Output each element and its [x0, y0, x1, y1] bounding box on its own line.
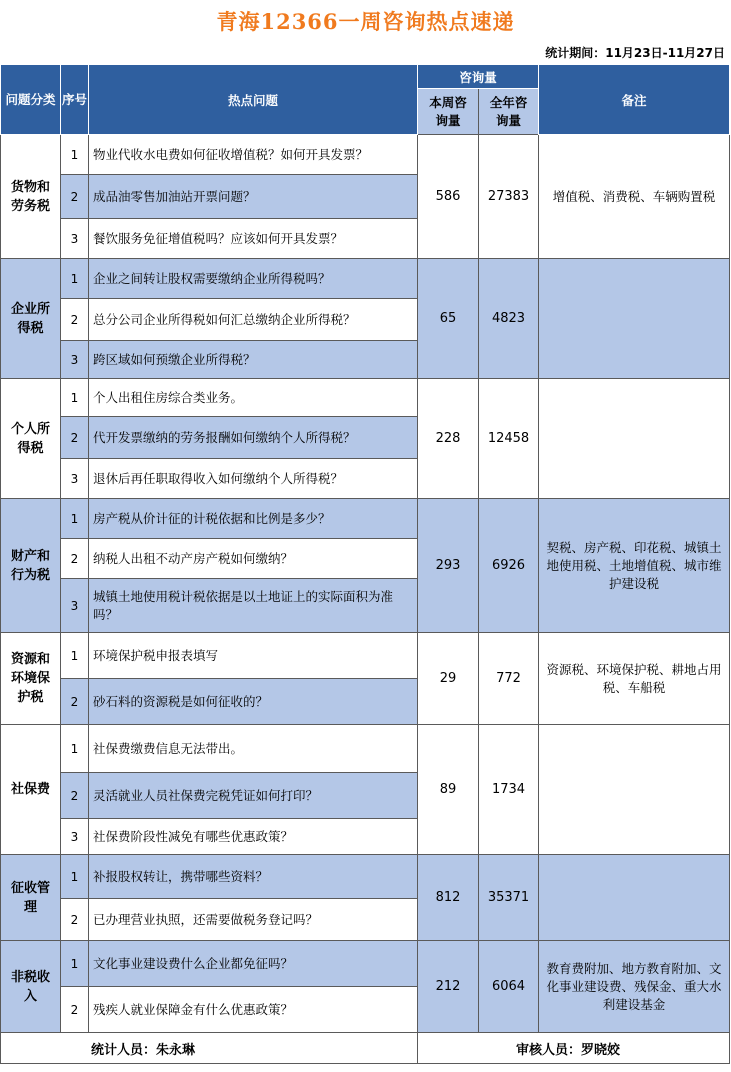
table-body [1, 135, 730, 1033]
week-count: 212 [418, 941, 479, 1033]
row-index: 2 [61, 899, 89, 941]
review-person: 审核人员：罗晓姣 [418, 1033, 730, 1064]
year-count: 12458 [479, 379, 539, 499]
header-note: 备注 [539, 65, 730, 135]
year-count: 4823 [479, 259, 539, 379]
row-index: 1 [61, 633, 89, 679]
header-week: 本周咨询量 [418, 89, 479, 135]
stat-person: 统计人员：朱永琳 [1, 1033, 418, 1064]
category-cell: 货物和劳务税 [1, 135, 61, 259]
question-cell: 灵活就业人员社保费完税凭证如何打印？ [89, 773, 418, 819]
row-index: 1 [61, 135, 89, 175]
row-index: 2 [61, 299, 89, 341]
table-row [1, 725, 730, 773]
row-index: 2 [61, 539, 89, 579]
category-cell: 非税收入 [1, 941, 61, 1033]
note-cell [539, 259, 730, 379]
table-row [1, 941, 730, 987]
row-index: 2 [61, 175, 89, 219]
category-cell: 社保费 [1, 725, 61, 855]
question-cell: 社保费阶段性减免有哪些优惠政策？ [89, 819, 418, 855]
year-count: 1734 [479, 725, 539, 855]
row-index: 1 [61, 725, 89, 773]
question-cell: 残疾人就业保障金有什么优惠政策？ [89, 987, 418, 1033]
header-year: 全年咨询量 [479, 89, 539, 135]
page-title: 青海12366一周咨询热点速递 [216, 9, 515, 34]
week-count: 228 [418, 379, 479, 499]
note-cell: 增值税、消费税、车辆购置税 [539, 135, 730, 259]
week-count: 293 [418, 499, 479, 633]
row-index: 1 [61, 499, 89, 539]
question-cell: 跨区域如何预缴企业所得税？ [89, 341, 418, 379]
header-question: 热点问题 [89, 65, 418, 135]
table-row [1, 633, 730, 679]
table-row [1, 379, 730, 417]
year-count: 772 [479, 633, 539, 725]
row-index: 3 [61, 341, 89, 379]
table-row [1, 259, 730, 299]
statistics-period: 统计期间：11月23日-11月27日 [545, 46, 725, 60]
year-count: 35371 [479, 855, 539, 941]
header-consult: 咨询量 [418, 65, 539, 89]
header-category: 问题分类 [1, 65, 61, 135]
question-cell: 砂石料的资源税是如何征收的？ [89, 679, 418, 725]
year-count: 27383 [479, 135, 539, 259]
week-count: 29 [418, 633, 479, 725]
question-cell: 文化事业建设费什么企业都免征吗？ [89, 941, 418, 987]
row-index: 2 [61, 773, 89, 819]
category-cell: 征收管理 [1, 855, 61, 941]
row-index: 3 [61, 219, 89, 259]
question-cell: 总分公司企业所得税如何汇总缴纳企业所得税？ [89, 299, 418, 341]
week-count: 89 [418, 725, 479, 855]
note-cell: 教育费附加、地方教育附加、文化事业建设费、残保金、重大水利建设基金 [539, 941, 730, 1033]
row-index: 2 [61, 417, 89, 459]
question-cell: 城镇土地使用税计税依据是以土地证上的实际面积为准吗？ [89, 579, 418, 633]
question-cell: 退休后再任职取得收入如何缴纳个人所得税？ [89, 459, 418, 499]
week-count: 812 [418, 855, 479, 941]
week-count: 586 [418, 135, 479, 259]
category-cell: 财产和行为税 [1, 499, 61, 633]
question-cell: 个人出租住房综合类业务。 [89, 379, 418, 417]
header-index: 序号 [61, 65, 89, 135]
note-cell: 资源税、环境保护税、耕地占用税、车船税 [539, 633, 730, 725]
table-row [1, 499, 730, 539]
note-cell [539, 725, 730, 855]
note-cell [539, 379, 730, 499]
category-cell: 资源和环境保护税 [1, 633, 61, 725]
question-cell: 房产税从价计征的计税依据和比例是多少？ [89, 499, 418, 539]
question-cell: 纳税人出租不动产房产税如何缴纳？ [89, 539, 418, 579]
row-index: 2 [61, 679, 89, 725]
question-cell: 成品油零售加油站开票问题？ [89, 175, 418, 219]
year-count: 6064 [479, 941, 539, 1033]
question-cell: 餐饮服务免征增值税吗？应该如何开具发票？ [89, 219, 418, 259]
year-count: 6926 [479, 499, 539, 633]
row-index: 3 [61, 579, 89, 633]
note-cell [539, 855, 730, 941]
category-cell: 个人所得税 [1, 379, 61, 499]
table-row [1, 135, 730, 175]
row-index: 2 [61, 987, 89, 1033]
question-cell: 补报股权转让，携带哪些资料？ [89, 855, 418, 899]
category-cell: 企业所得税 [1, 259, 61, 379]
table-row [1, 855, 730, 899]
row-index: 3 [61, 459, 89, 499]
question-cell: 社保费缴费信息无法带出。 [89, 725, 418, 773]
row-index: 1 [61, 941, 89, 987]
row-index: 1 [61, 855, 89, 899]
week-count: 65 [418, 259, 479, 379]
question-cell: 已办理营业执照，还需要做税务登记吗？ [89, 899, 418, 941]
row-index: 1 [61, 259, 89, 299]
note-cell: 契税、房产税、印花税、城镇土地使用税、土地增值税、城市维护建设税 [539, 499, 730, 633]
row-index: 3 [61, 819, 89, 855]
question-cell: 环境保护税申报表填写 [89, 633, 418, 679]
question-cell: 企业之间转让股权需要缴纳企业所得税吗？ [89, 259, 418, 299]
question-cell: 代开发票缴纳的劳务报酬如何缴纳个人所得税？ [89, 417, 418, 459]
row-index: 1 [61, 379, 89, 417]
hot-topics-table [0, 64, 730, 1064]
question-cell: 物业代收水电费如何征收增值税？如何开具发票？ [89, 135, 418, 175]
